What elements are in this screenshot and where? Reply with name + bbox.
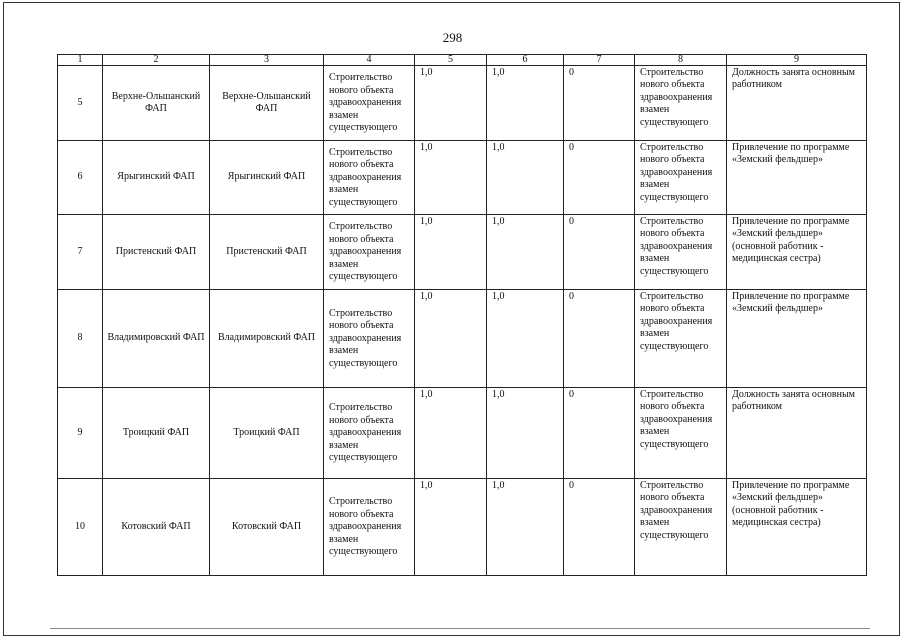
value-col5-text: 1,0 <box>420 216 433 227</box>
column-header: 6 <box>487 55 564 66</box>
measure-text: Строительство нового объекта здравоохранения взамен существующего <box>640 291 713 352</box>
value-col7-text: 0 <box>569 67 574 78</box>
value-col5-text: 1,0 <box>420 142 433 153</box>
value-col7-text: 0 <box>569 480 574 491</box>
table-row <box>58 290 867 388</box>
planned-work <box>324 215 415 290</box>
measure <box>635 66 727 141</box>
value-col7 <box>564 479 635 576</box>
page-number: 298 <box>442 30 463 45</box>
value-col6 <box>487 66 564 141</box>
measure <box>635 141 727 215</box>
planned-work <box>324 290 415 388</box>
value-col5 <box>415 215 487 290</box>
value-col6 <box>487 290 564 388</box>
table-row <box>58 141 867 215</box>
column-header: 1 <box>58 55 103 66</box>
planned-work <box>324 479 415 576</box>
value-col6 <box>487 388 564 479</box>
column-header: 9 <box>727 55 867 66</box>
staffing-note-text: Привлечение по программе «Земский фельдшер» <box>732 291 850 315</box>
value-col6 <box>487 479 564 576</box>
facility-location-text: Троицкий ФАП <box>233 426 300 438</box>
planned-work <box>324 388 415 479</box>
facility-name-text: Владимировский ФАП <box>107 332 205 344</box>
column-header: 5 <box>415 55 487 66</box>
value-col7 <box>564 141 635 215</box>
facility-name-text: Котовский ФАП <box>121 520 191 532</box>
facility-location <box>210 479 324 576</box>
planned-work <box>324 141 415 215</box>
measure <box>635 388 727 479</box>
facility-location <box>210 388 324 479</box>
staffing-note <box>727 66 867 141</box>
bottom-rule <box>50 628 870 629</box>
planned-work-text: Строительство нового объекта здравоохранения взамен существующего <box>329 307 402 369</box>
staffing-note-text: Привлечение по программе «Земский фельдшер» (основной работник - медицинская сестра) <box>732 216 850 265</box>
facility-name-text: Пристенский ФАП <box>115 245 197 257</box>
table-row <box>58 479 867 576</box>
facility-name <box>103 215 210 290</box>
measure-text: Строительство нового объекта здравоохранения взамен существующего <box>640 216 713 277</box>
value-col5 <box>415 388 487 479</box>
table-row <box>58 388 867 479</box>
planned-work-text: Строительство нового объекта здравоохранения взамен существующего <box>329 72 402 134</box>
value-col6-text: 1,0 <box>492 67 505 78</box>
value-col7-text: 0 <box>569 216 574 227</box>
value-col6-text: 1,0 <box>492 480 505 491</box>
value-col5-text: 1,0 <box>420 291 433 302</box>
staffing-note-text: Должность занята основным работником <box>732 67 855 91</box>
staffing-note <box>727 290 867 388</box>
staffing-note-text: Должность занята основным работником <box>732 389 855 413</box>
row-number: 10 <box>58 479 103 576</box>
column-header: 8 <box>635 55 727 66</box>
value-col7 <box>564 215 635 290</box>
value-col6 <box>487 141 564 215</box>
value-col6-text: 1,0 <box>492 216 505 227</box>
measure-text: Строительство нового объекта здравоохранения взамен существующего <box>640 480 713 541</box>
planned-work <box>324 66 415 141</box>
facility-name <box>103 66 210 141</box>
value-col6-text: 1,0 <box>492 291 505 302</box>
planned-work-text: Строительство нового объекта здравоохранения взамен существующего <box>329 402 402 464</box>
facility-location <box>210 66 324 141</box>
column-header: 2 <box>103 55 210 66</box>
value-col7-text: 0 <box>569 142 574 153</box>
staffing-note <box>727 388 867 479</box>
column-header: 3 <box>210 55 324 66</box>
facility-name <box>103 388 210 479</box>
measure <box>635 290 727 388</box>
facility-location-text: Верхне-Ольшанский ФАП <box>222 90 311 114</box>
column-header: 7 <box>564 55 635 66</box>
facility-location <box>210 141 324 215</box>
facility-location-text: Ярыгинский ФАП <box>227 171 306 183</box>
facility-location-text: Котовский ФАП <box>231 520 302 532</box>
value-col6-text: 1,0 <box>492 142 505 153</box>
value-col7-text: 0 <box>569 389 574 400</box>
value-col6 <box>487 215 564 290</box>
value-col5-text: 1,0 <box>420 389 433 400</box>
row-number: 9 <box>58 388 103 479</box>
facility-name <box>103 141 210 215</box>
facilities-table <box>57 54 867 576</box>
table-row <box>58 215 867 290</box>
column-header: 4 <box>324 55 415 66</box>
facility-name <box>103 479 210 576</box>
value-col7 <box>564 66 635 141</box>
facility-name-text: Верхне-Ольшанский ФАП <box>111 90 201 114</box>
staffing-note-text: Привлечение по программе «Земский фельдшер» <box>732 142 850 166</box>
table-row <box>58 66 867 141</box>
staffing-note-text: Привлечение по программе «Земский фельдшер» (основной работник - медицинская сестра) <box>732 480 850 529</box>
measure <box>635 215 727 290</box>
measure <box>635 479 727 576</box>
value-col7 <box>564 388 635 479</box>
planned-work-text: Строительство нового объекта здравоохранения взамен существующего <box>329 221 402 283</box>
measure-text: Строительство нового объекта здравоохранения взамен существующего <box>640 389 713 450</box>
facility-name <box>103 290 210 388</box>
facility-location-text: Пристенский ФАП <box>226 245 307 257</box>
facility-location <box>210 290 324 388</box>
row-number: 8 <box>58 290 103 388</box>
facility-name-text: Ярыгинский ФАП <box>117 171 195 183</box>
facility-location <box>210 215 324 290</box>
value-col7 <box>564 290 635 388</box>
column-number-row <box>58 55 867 66</box>
value-col5-text: 1,0 <box>420 480 433 491</box>
staffing-note <box>727 479 867 576</box>
row-number: 6 <box>58 141 103 215</box>
value-col5 <box>415 479 487 576</box>
measure-text: Строительство нового объекта здравоохранения взамен существующего <box>640 67 713 128</box>
planned-work-text: Строительство нового объекта здравоохранения взамен существующего <box>329 496 402 558</box>
value-col7-text: 0 <box>569 291 574 302</box>
row-number: 7 <box>58 215 103 290</box>
staffing-note <box>727 141 867 215</box>
value-col5 <box>415 141 487 215</box>
facility-location-text: Владимировский ФАП <box>217 332 316 344</box>
value-col6-text: 1,0 <box>492 389 505 400</box>
facility-name-text: Троицкий ФАП <box>122 426 190 438</box>
staffing-note <box>727 215 867 290</box>
value-col5 <box>415 66 487 141</box>
value-col5 <box>415 290 487 388</box>
measure-text: Строительство нового объекта здравоохранения взамен существующего <box>640 142 713 203</box>
value-col5-text: 1,0 <box>420 67 433 78</box>
planned-work-text: Строительство нового объекта здравоохранения взамен существующего <box>329 146 402 208</box>
row-number: 5 <box>58 66 103 141</box>
